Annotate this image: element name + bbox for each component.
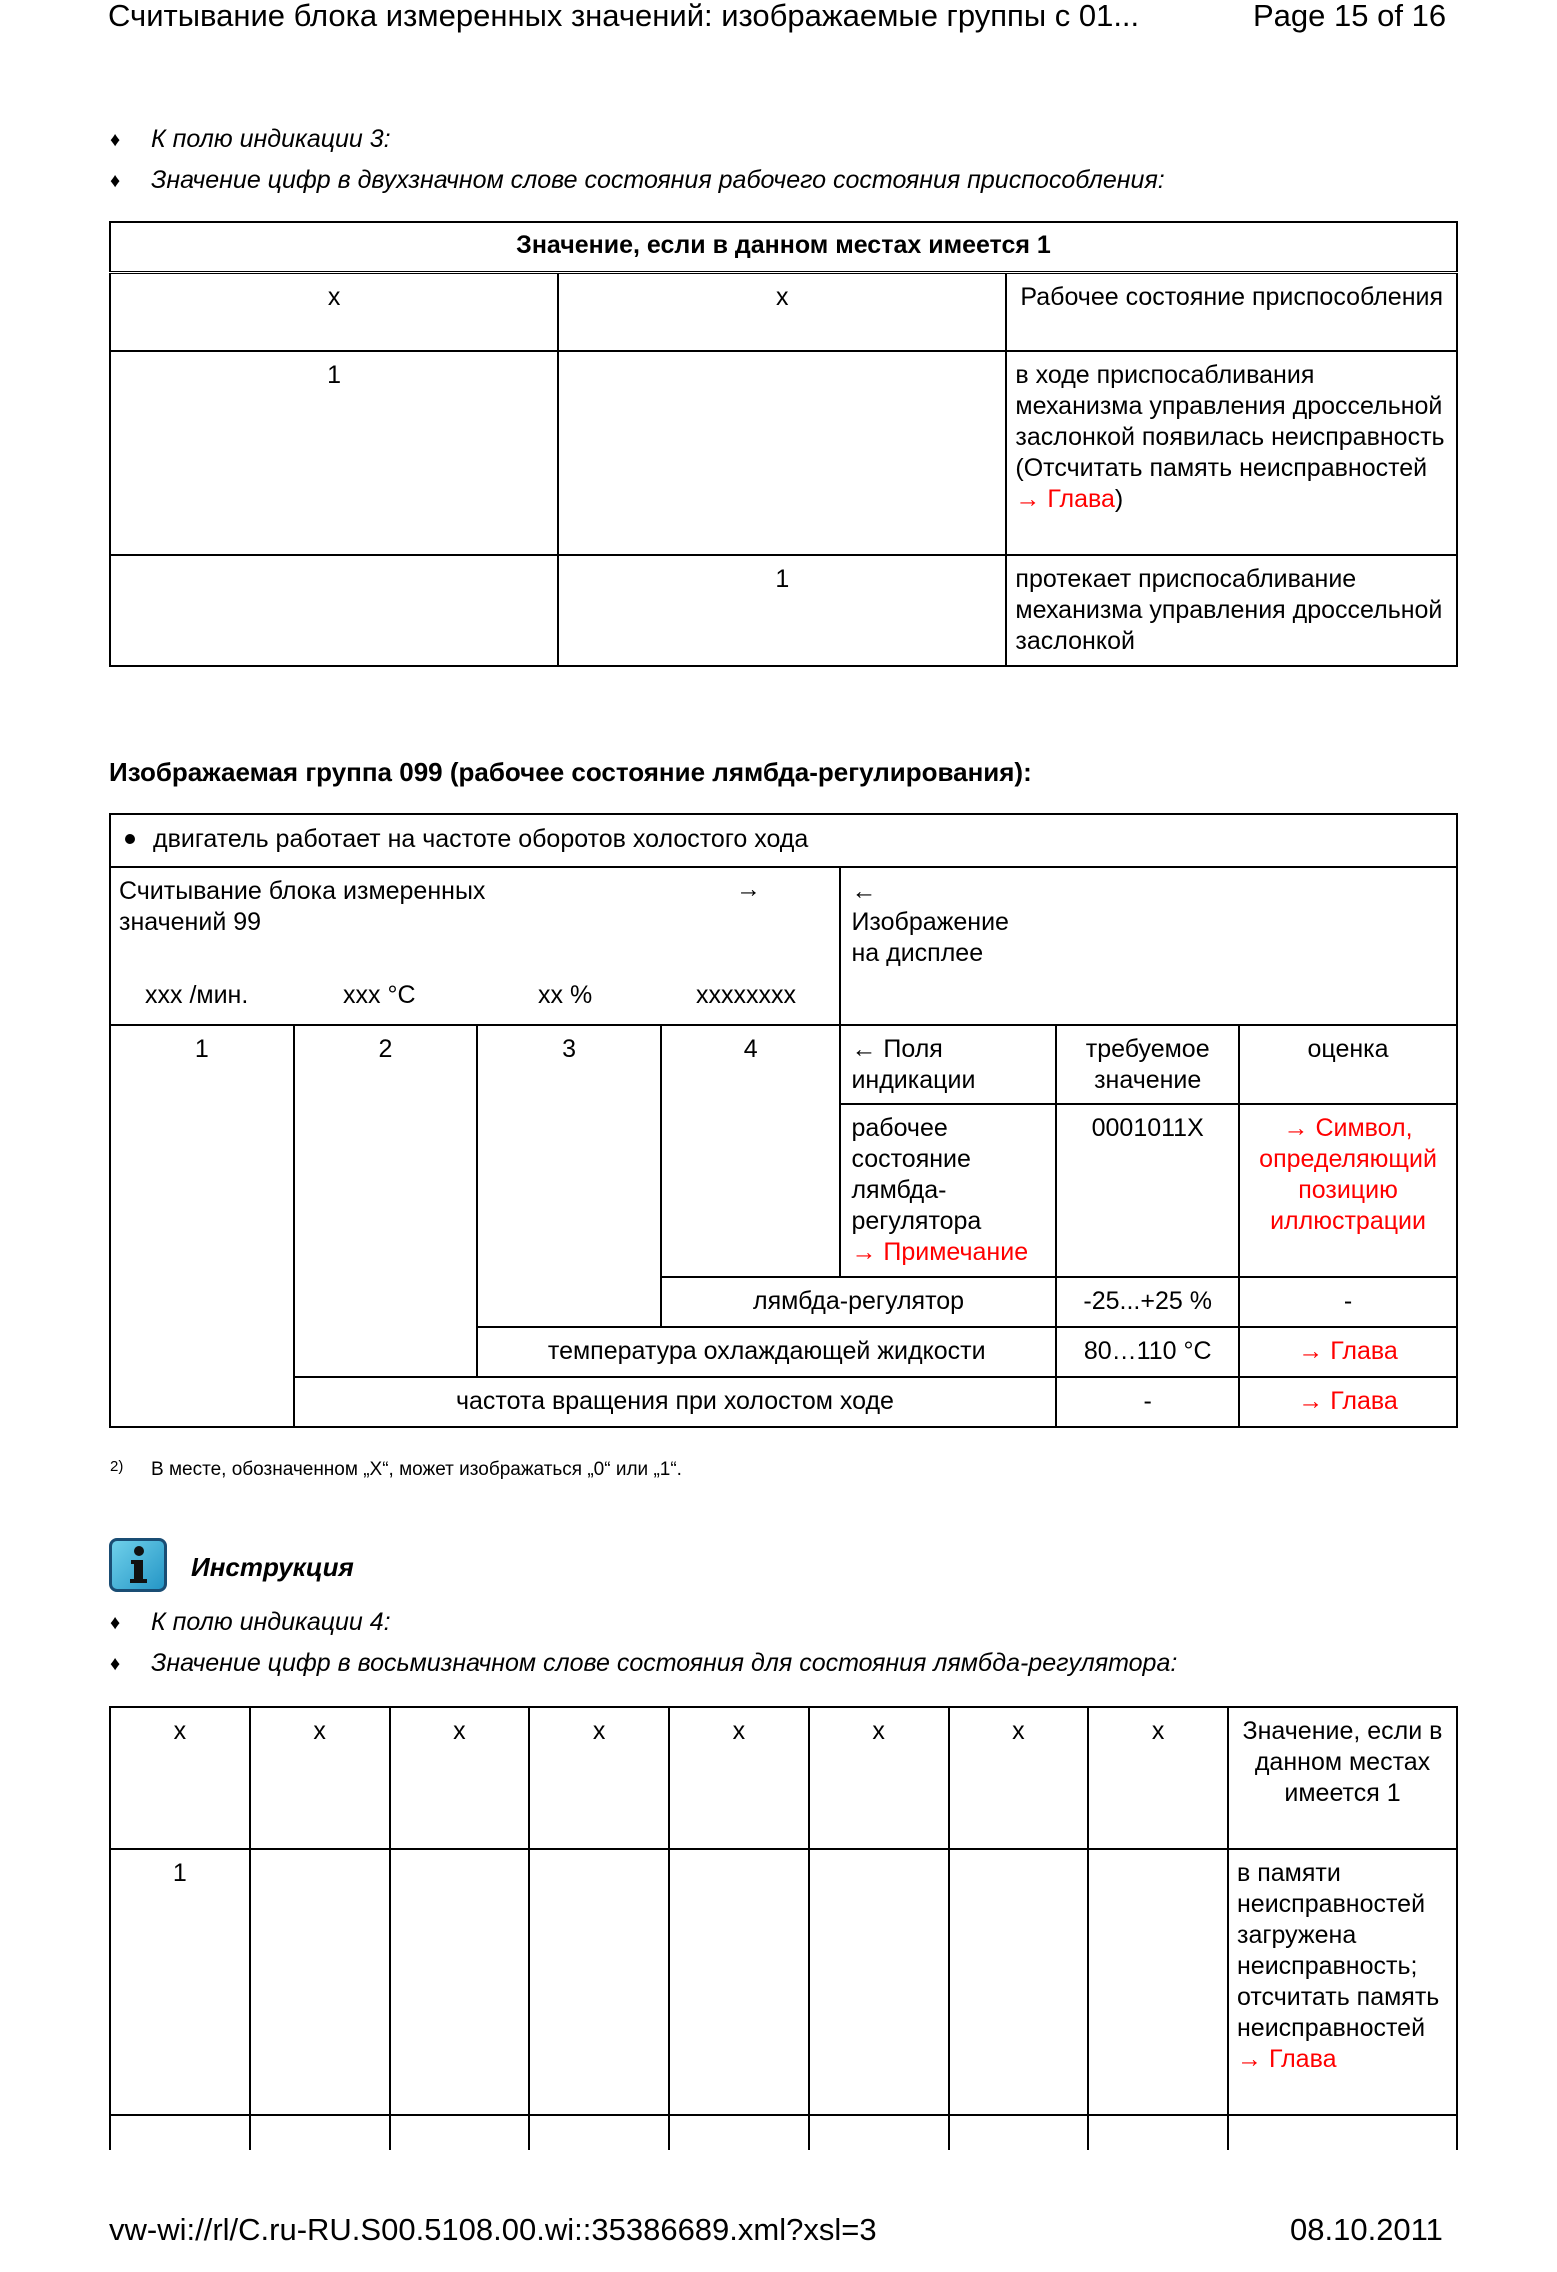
info-glyph-icon	[126, 1545, 150, 1585]
column-header: x	[1088, 1707, 1228, 1849]
table-cell	[390, 2115, 530, 2150]
arrow-right-icon: →	[736, 875, 761, 903]
lambda-state-table	[109, 1706, 1458, 2150]
table-header: Значение, если в данном местах имеется 1	[110, 222, 1457, 272]
table-cell	[110, 2115, 250, 2150]
column-header: x	[110, 1707, 250, 1849]
required-value: -	[1056, 1377, 1239, 1427]
page-indicator: Page 15 of 16	[1253, 0, 1447, 33]
chapter-link[interactable]: → Глава	[1237, 2045, 1337, 2073]
info-icon	[109, 1538, 167, 1592]
bullet-item	[110, 166, 1165, 195]
required-value: 0001011X	[1056, 1104, 1239, 1277]
bullet-text: Значение цифр в восьмизначном слове состояния для состояния лямбда-регулятора:	[151, 1649, 1178, 1677]
field-number: 1	[110, 1025, 294, 1104]
diamond-bullet-icon: ♦	[110, 1612, 121, 1634]
lambda-control-table	[109, 813, 1458, 1428]
table-cell	[558, 351, 1006, 555]
bullet-text: Значение цифр в двухзначном слове состояния рабочего состояния приспособления:	[151, 166, 1165, 194]
bullet-text: К полю индикации 4:	[151, 1608, 391, 1636]
table-cell: 1	[110, 351, 558, 555]
unit-label: xxxxxxxx	[696, 981, 796, 1009]
readout-label: Считывание блока измеренных значений 99	[119, 877, 486, 936]
work-state-table	[109, 221, 1458, 667]
bullet-item	[110, 1608, 391, 1637]
table-cell	[1228, 1849, 1457, 2115]
column-header: x	[250, 1707, 390, 1849]
table-cell: протекает приспосабливание механизма управления дроссельной заслонкой	[1006, 555, 1457, 666]
table-cell	[669, 1849, 809, 2115]
row-label: частота вращения при холостом ходе	[294, 1377, 1057, 1427]
footnote-text: В месте, обозначенном „X“, может изображаться „0“ или „1“.	[151, 1459, 682, 1480]
bullet-dot-icon	[125, 834, 135, 844]
unit-label: xx %	[538, 981, 593, 1009]
table-cell	[1006, 351, 1457, 555]
column-header: x	[669, 1707, 809, 1849]
illustration-link[interactable]: → Символ, определяющий позицию иллюстрации	[1239, 1104, 1457, 1277]
table-cell	[477, 1104, 661, 1277]
display-header	[840, 867, 1457, 1025]
table-cell: 1	[558, 555, 1006, 666]
table-cell	[840, 1104, 1056, 1277]
display-label: Изображение на дисплее	[851, 908, 1009, 967]
column-header: ← Поля индикации	[840, 1025, 1056, 1104]
table-cell	[110, 1104, 294, 1277]
condition-text: двигатель работает на частоте оборотов холостого хода	[153, 825, 809, 853]
field-number: 3	[477, 1025, 661, 1104]
table-cell	[294, 1327, 478, 1377]
column-header: x	[529, 1707, 669, 1849]
column-header: x	[809, 1707, 949, 1849]
table-cell	[949, 2115, 1089, 2150]
cell-text: в памяти неисправностей загружена неисправность; отсчитать память неисправностей	[1237, 1859, 1440, 2042]
evaluation-value: -	[1239, 1277, 1457, 1327]
bullet-text: К полю индикации 3:	[151, 125, 391, 153]
required-value: -25...+25 %	[1056, 1277, 1239, 1327]
bullet-item	[110, 125, 391, 154]
row-label: лямбда-регулятор	[661, 1277, 1056, 1327]
diamond-bullet-icon: ♦	[110, 170, 121, 192]
section-title: Изображаемая группа 099 (рабочее состояние лямбда-регулирования):	[109, 757, 1032, 787]
row-label: рабочее состояние лямбда-регулятора	[851, 1114, 982, 1235]
unit-label: xxx °C	[343, 981, 416, 1009]
required-value: 80…110 °C	[1056, 1327, 1239, 1377]
table-cell	[809, 1849, 949, 2115]
table-cell	[661, 1104, 841, 1277]
column-header: x	[110, 272, 558, 351]
chapter-link[interactable]: → Глава	[1015, 485, 1115, 513]
column-header: x	[558, 272, 1006, 351]
field-number: 2	[294, 1025, 478, 1104]
instruction-title: Инструкция	[191, 1552, 354, 1582]
diamond-bullet-icon: ♦	[110, 1653, 121, 1675]
table-cell	[294, 1277, 478, 1327]
chapter-link[interactable]: → Глава	[1239, 1377, 1457, 1427]
table-cell	[110, 555, 558, 666]
document-title: Считывание блока измеренных значений: изображаемые группы с 01...	[108, 0, 1140, 33]
chapter-link[interactable]: → Глава	[1239, 1327, 1457, 1377]
row-label: температура охлаждающей жидкости	[477, 1327, 1056, 1377]
table-cell	[110, 1327, 294, 1377]
table-cell	[809, 2115, 949, 2150]
column-header: Рабочее состояние приспособления	[1006, 272, 1457, 351]
readout-header	[110, 867, 840, 1025]
column-header: требуемое значение	[1056, 1025, 1239, 1104]
column-header: x	[949, 1707, 1089, 1849]
table-cell	[477, 1277, 661, 1327]
table-cell	[529, 2115, 669, 2150]
arrow-left-icon: ←	[851, 877, 877, 905]
table-cell	[669, 2115, 809, 2150]
table-cell	[1088, 2115, 1228, 2150]
column-header: x	[390, 1707, 530, 1849]
cell-text: в ходе приспосабливания механизма управления дроссельной заслонкой появилась неисправность (Отсчитать память неисправностей	[1015, 361, 1445, 482]
field-number: 4	[661, 1025, 841, 1104]
bullet-item	[110, 1649, 1178, 1678]
note-link[interactable]: → Примечание	[851, 1238, 1029, 1266]
table-cell	[250, 1849, 390, 2115]
table-cell	[110, 1277, 294, 1327]
table-cell	[529, 1849, 669, 2115]
table-cell	[1228, 2115, 1457, 2150]
footer-url[interactable]: vw-wi://rl/C.ru-RU.S00.5108.00.wi::35386689.xml?xsl=3	[109, 2212, 877, 2247]
table-cell: 1	[110, 1849, 250, 2115]
condition-row	[110, 814, 1457, 867]
table-cell	[110, 1377, 294, 1427]
diamond-bullet-icon: ♦	[110, 129, 121, 151]
table-cell	[1088, 1849, 1228, 2115]
footnote-mark: 2)	[110, 1458, 124, 1475]
cell-text: )	[1114, 485, 1124, 513]
column-header: Значение, если в данном местах имеется 1	[1228, 1707, 1457, 1849]
table-cell	[949, 1849, 1089, 2115]
footer-date: 08.10.2011	[1290, 2212, 1443, 2247]
table-cell	[294, 1104, 478, 1277]
unit-label: xxx /мин.	[145, 981, 249, 1009]
table-cell	[390, 1849, 530, 2115]
column-header: оценка	[1239, 1025, 1457, 1104]
table-cell	[250, 2115, 390, 2150]
